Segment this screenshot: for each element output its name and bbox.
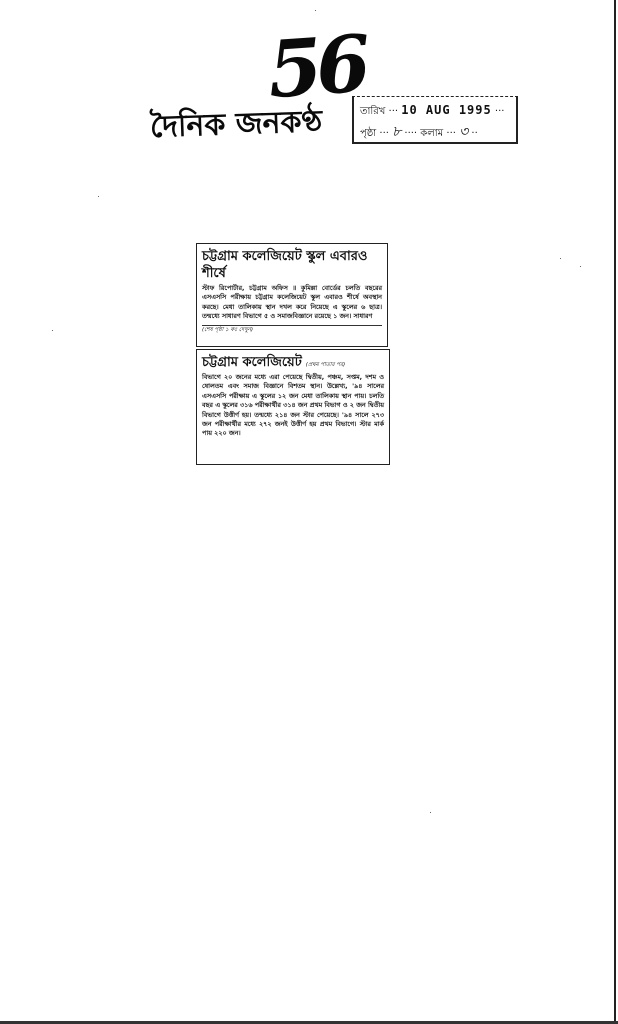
scan-speck: [430, 812, 431, 813]
scan-speck: [315, 10, 316, 11]
stamp-column-label: কলাম: [420, 128, 444, 139]
stamp-date-row: তারিখ ··· 10 AUG 1995 ···: [360, 103, 505, 117]
handwritten-page-number: 56: [264, 18, 368, 117]
clipping-headline: চট্টগ্রাম কলেজিয়েট স্কুল এবারও শীর্ষে: [202, 249, 368, 281]
scan-speck: [560, 258, 561, 259]
scan-speck: [98, 196, 99, 197]
page-edge-right: [614, 0, 616, 1024]
stamp-page-row: পৃষ্ঠা ··· ৮ ···· কলাম ··· ৩ ··: [360, 124, 478, 140]
stamp-date-value: 10 AUG 1995: [401, 103, 492, 117]
scan-speck: [52, 330, 53, 331]
stamp-date-label: তারিখ: [360, 106, 386, 117]
date-stamp: [352, 96, 518, 144]
clipping-body: স্টাফ রিপোর্টার, চট্টগ্রাম অফিস ॥ কুমিল্লা বোর্ডের চলতি বছরের এসএসসি পরীক্ষায় চট্টগ্রাম কলেজিয়েট স্কুল এবারও শীর্ষে অবস্থান করছে। মেধা তালিকায় স্থান দখল করে নিয়েছে এ স্কুলের ৬ ছাত্র। তন্মধ্যে সাধারণ বিভাগে ৫ ও সমাজবিজ্ঞানে রয়েছে ১ জন। সাধারণ: [202, 284, 382, 321]
scan-speck: [580, 266, 581, 267]
stamp-column-value: ৩: [459, 124, 469, 140]
clipping-continuation: (শেষ পৃষ্ঠা ১ কঃ দেখুন): [202, 325, 382, 335]
clipping-head-row: [202, 354, 384, 371]
newspaper-masthead: দৈনিক জনকণ্ঠ: [149, 104, 323, 145]
clipping-headline-2: চট্টগ্রাম কলেজিয়েট: [202, 355, 302, 370]
stamp-page-value: ৮: [392, 124, 402, 140]
news-clipping-continued: [196, 349, 390, 465]
stamp-page-label: পৃষ্ঠা: [360, 128, 377, 139]
news-clipping-main: [196, 243, 388, 347]
clipping-continued-note: (প্রথম পাতার পর): [305, 362, 346, 368]
clipping-body-2: বিভাগে ২০ জনের মধ্যে এরা পেয়েছে দ্বিতীয়, পঞ্চম, সপ্তম, দশম ও ষোলতম এবং সমাজ বিজ্ঞানে বিশতম স্থান। উল্লেখ্য, '৯৪ সালের এসএসসি পরীক্ষায় এ স্কুলের ১২ জন মেধা তালিকায় স্থান পায়। চলতি বছর এ স্কুলের ৩১৬ পরীক্ষার্থীর ৩১৪ জন প্রথম বিভাগ ও ২ জন দ্বিতীয় বিভাগে উত্তীর্ণ হয়। তন্মধ্যে ২১৪ জন স্টার পেয়েছে। '৯৪ সালে ২৭৩ জন পরীক্ষার্থীর মধ্যে ২৭২ জনই উত্তীর্ণ হয় প্রথম বিভাগে। স্টার মার্ক পায় ২২০ জন।: [202, 373, 384, 438]
